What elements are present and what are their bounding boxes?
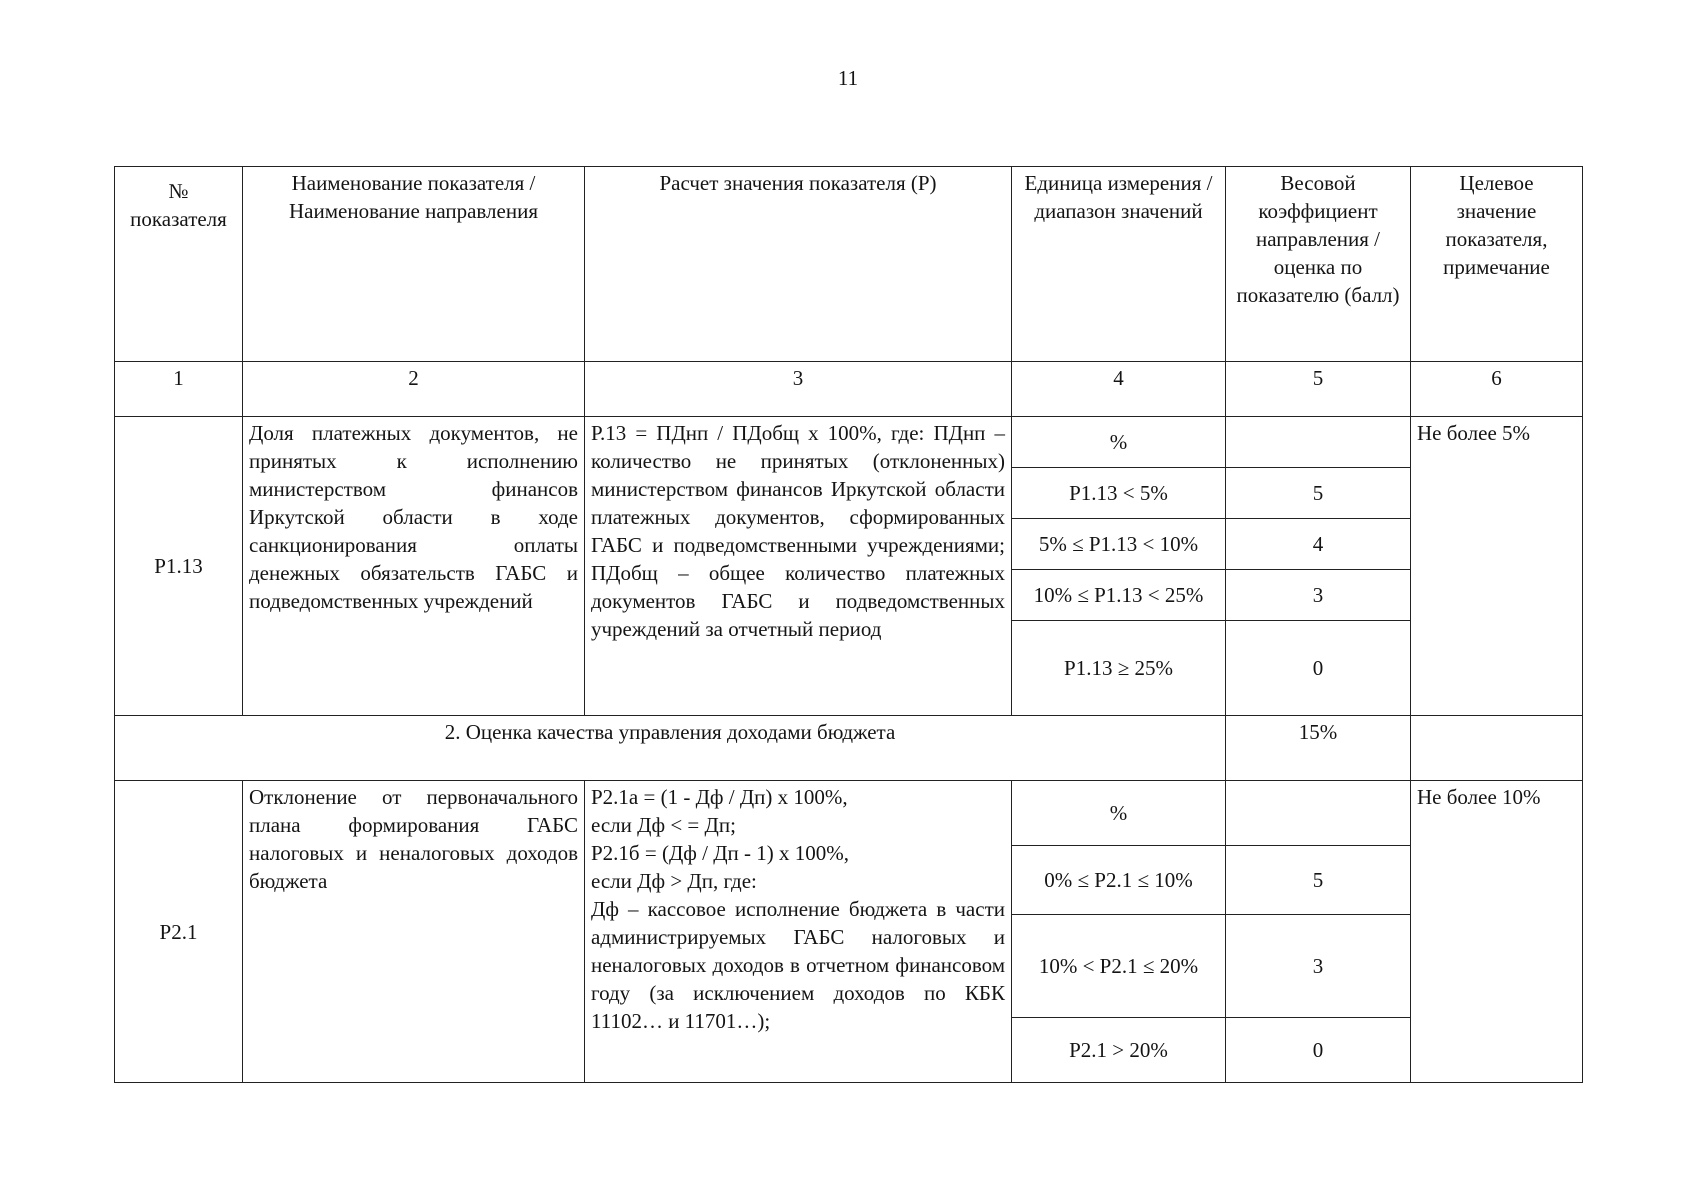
score-cell: 5 [1226, 468, 1411, 519]
section-row [115, 716, 1583, 781]
range-cell: % [1012, 781, 1226, 846]
header-indicator-name: Наименование показателя / Наименование направления [243, 167, 585, 362]
table-row [115, 417, 1583, 468]
header-indicator-number: № показателя [115, 167, 243, 362]
score-cell: 0 [1226, 1018, 1411, 1083]
indicator-name: Доля платежных документов, не принятых к исполнению министерством финансов Иркутской области в ходе санкционирования оплаты денежных обязательств ГАБС и подведомственных учреждений [243, 417, 585, 716]
score-cell: 5 [1226, 846, 1411, 915]
header-unit-range: Единица измерения / диапазон значений [1012, 167, 1226, 362]
target-value: Не более 5% [1411, 417, 1583, 716]
range-cell: % [1012, 417, 1226, 468]
column-number: 6 [1411, 362, 1583, 417]
column-number: 5 [1226, 362, 1411, 417]
indicator-id: Р1.13 [115, 417, 243, 716]
score-cell [1226, 417, 1411, 468]
range-cell: 0% ≤ Р2.1 ≤ 10% [1012, 846, 1226, 915]
column-number: 3 [585, 362, 1012, 417]
table-row [115, 781, 1583, 846]
header-calculation: Расчет значения показателя (Р) [585, 167, 1012, 362]
indicator-name: Отклонение от первоначального плана формирования ГАБС налоговых и неналоговых доходов бюджета [243, 781, 585, 1083]
indicator-calculation [585, 781, 1012, 1083]
formula-definition: Дф – кассовое исполнение бюджета в части администрируемых ГАБС налоговых и неналоговых доходов в отчетном финансовом году (за исключением доходов по КБК 11102… и 11701…); [591, 897, 1005, 1033]
range-cell: Р1.13 < 5% [1012, 468, 1226, 519]
section-empty-cell [1411, 716, 1583, 781]
section-weight: 15% [1226, 716, 1411, 781]
indicators-table [114, 166, 1583, 1083]
range-cell: Р2.1 > 20% [1012, 1018, 1226, 1083]
formula-line: Р2.1а = (1 - Дф / Дп) х 100%, [591, 785, 848, 809]
column-numbers-row [115, 362, 1583, 417]
column-number: 2 [243, 362, 585, 417]
section-title: 2. Оценка качества управления доходами бюджета [115, 716, 1226, 781]
range-cell: Р1.13 ≥ 25% [1012, 621, 1226, 716]
formula-line: Р2.1б = (Дф / Дп - 1) х 100%, [591, 841, 850, 865]
header-target-note: Целевое значение показателя, примечание [1411, 167, 1583, 362]
header-weight-score: Весовой коэффициент направления / оценка по показателю (балл) [1226, 167, 1411, 362]
column-number: 1 [115, 362, 243, 417]
target-value: Не более 10% [1411, 781, 1583, 1083]
indicator-id: Р2.1 [115, 781, 243, 1083]
formula-line: если Дф < = Дп; [591, 813, 736, 837]
range-cell: 5% ≤ Р1.13 < 10% [1012, 519, 1226, 570]
score-cell: 4 [1226, 519, 1411, 570]
table-header-row [115, 167, 1583, 362]
range-cell: 10% ≤ Р1.13 < 25% [1012, 570, 1226, 621]
score-cell: 3 [1226, 915, 1411, 1018]
score-cell: 0 [1226, 621, 1411, 716]
page-number: 11 [837, 66, 859, 90]
formula-line: если Дф > Дп, где: [591, 869, 757, 893]
score-cell [1226, 781, 1411, 846]
indicator-calculation: Р.13 = ПДнп / ПДобщ х 100%, где: ПДнп – количество не принятых (отклоненных) министерством финансов Иркутской области платежных документов, сформированных ГАБС и подведомственными учреждениями; ПДобщ – общее количество платежных документов ГАБС и подведомственных учреждений за отчетный период [585, 417, 1012, 716]
column-number: 4 [1012, 362, 1226, 417]
score-cell: 3 [1226, 570, 1411, 621]
range-cell: 10% < Р2.1 ≤ 20% [1012, 915, 1226, 1018]
